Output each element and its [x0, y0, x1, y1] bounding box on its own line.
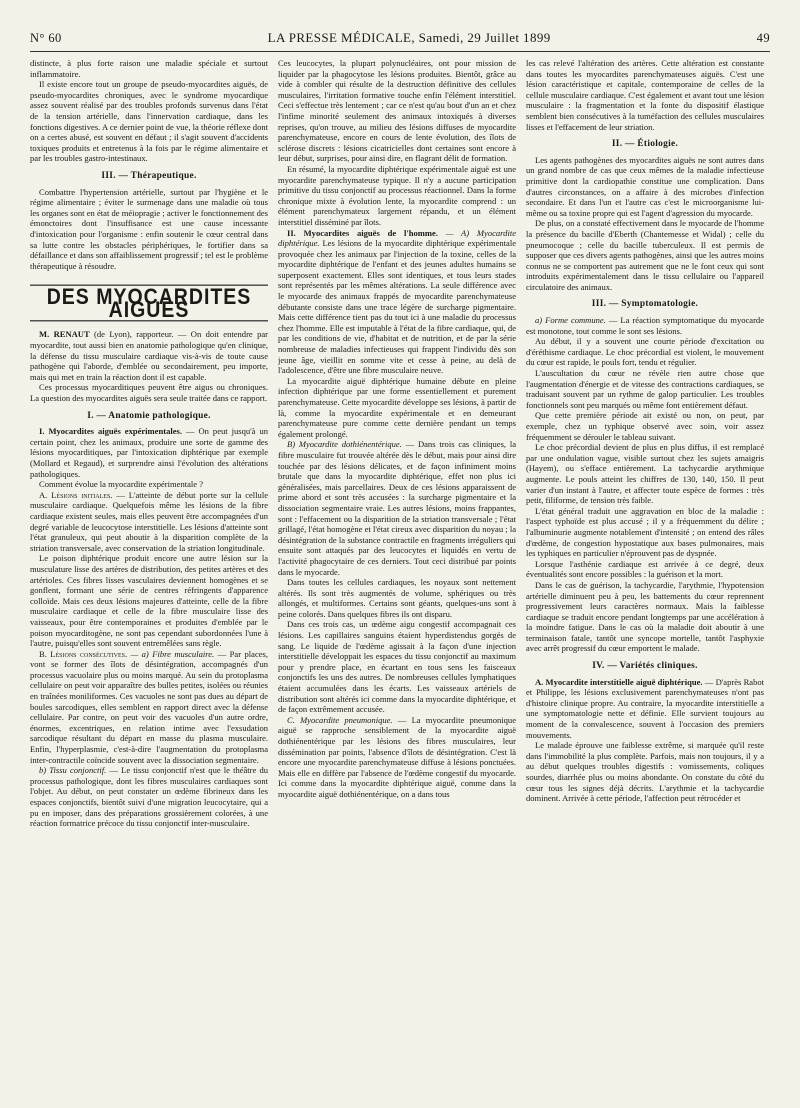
- paragraph-text: — L'atteinte de début porte sur la cellule musculaire cardiaque. Quelquefois même les lésions de la fibre cardiaque existent seules, mais elles peuvent être accompagnées d'un degré variable de leucocytose interstitielle. Les lésions d'atteinte sont l'état granuleux, qui peut aboutir à la disparition complète de la striation transversale, avec conservation de la striation longitudinale.: [30, 489, 268, 553]
- paragraph-text: (de Lyon), rapporteur. — On doit entendre par myocardite, tout aussi bien en anatomie pathologique qu'en clinique, la défense du tissu musculaire cardiaque vis-à-vis de toute cause pathogène qui l'aborde, d'emblée ou secondairement, peu importe, mais qui met en train la réaction dont il est capable.: [30, 329, 268, 382]
- subsection-lead: B. Lésions consécutives.: [39, 648, 128, 659]
- article-title: DES MYOCARDITES AIGUES: [30, 285, 268, 322]
- text-columns: [30, 58, 770, 1100]
- subsection-lead: a) Forme commune.: [535, 315, 606, 326]
- paragraph: [30, 329, 268, 382]
- paragraph-text: — La myocardite pneumonique aiguë se rapproche sensiblement de la myocardite aiguë dothiénentérique par les lésions des fibres musculaires, leur dissémination par points, l'absence d'îlots de désintégration. C'est là encore une myocardite parenchymateuse diffuse à lésions ponctuées. Mais elle en diffère par l'absence de l'œdème congestif du myocarde. Ici comme dans la myocardite diphtérique aiguë, comme dans la myocardite aiguë dothiénentérique, on a dans tous: [278, 714, 516, 799]
- paragraph: Les agents pathogènes des myocardites aiguës ne sont autres dans un grand nombre de cas que ceux mêmes de la maladie infectieuse primitive dont la cardiopathie constitue une complication. Dans d'autres circonstances, on a affaire à des microbes d'infection secondaire. Et dans l'un et l'autre cas c'est le microorganisme lui-même ou sa toxine propre qui est l'agent d'agression du myocarde.: [526, 154, 764, 218]
- subsection-lead: A. Myocardite interstitielle aiguë diphtérique.: [535, 676, 703, 687]
- subsection-lead: I. Myocardites aiguës expérimentales.: [39, 426, 182, 437]
- paragraph-text: — D'après Rabot et Philippe, les lésions exclusivement parenchymateuses n'ont pas d'histoire clinique propre. Au contraire, la myocardite interstitielle a une symptomatologie nette et définie. Elle survient toujours au moment de la convalescence, souvent à l'occasion des premiers mouvements.: [526, 676, 764, 740]
- paragraph: Dans toutes les cellules cardiaques, les noyaux sont nettement altérés. Ils sont très augmentés de volume, sphériques ou très allongés, et multiformes. Certains sont géants, quelques-uns sont à peine colorés. Dans quelques fibres ils ont disparu.: [278, 577, 516, 619]
- paragraph-text: — La réaction symptomatique du myocarde est monotone, tout comme le sont ses lésions.: [526, 315, 764, 336]
- paragraph: De plus, on a constaté effectivement dans le myocarde de l'homme la présence du bacille d'Eberth (Chantemesse et Widal) ; celle du pneumocoque ; celle du bacille tuberculeux. Il est permis de supposer que ces divers agents pathogènes, ainsi que les autres moins connus ne se comportent pas autrement que ne le font ceux qui sont introduits expérimentalement dans le tissu cellulaire ou l'appareil circulatoire des animaux.: [526, 218, 764, 292]
- author-name: M. RENAUT: [39, 329, 90, 340]
- paragraph: [278, 715, 516, 800]
- section-heading: III. — Thérapeutique.: [101, 170, 197, 181]
- paragraph: Il existe encore tout un groupe de pseudo-myocardites aiguës, de pseudo-myocardites chroniques, avec le syndrome myocardique assez souvent réalisé par des troubles profonds survenus dans l'état de la tension artérielle, dans l'innervation cardiaque, dans les fonctions digestives. A ce dernier point de vue, la théorie réflexe dont on a certes abusé, est souvent en défaut ; il s'agit souvent d'accidents toxiques produits et entretenus à la fois par le régime alimentaire et par les troubles gastro-intestinaux.: [30, 79, 268, 164]
- subsection-lead: b) Tissu conjonctif.: [39, 765, 107, 776]
- paragraph-text: — Dans trois cas cliniques, la fibre musculaire fut trouvée altérée dès le début, mais pour ainsi dire touchée par des lésions délicates, et de façon infiniment moins brutale que dans la myocardite diphtérique, effet non plus ici généralisées, mais parcellaires. Deux de ces lésions apparaissent de prime abord et sont très accusées : la surcharge pigmentaire et la dissociation segmentaire vraie. Les autres lésions, moins frappantes, sont : l'effacement ou la disparition de la striation transversale ; l'état grillagé, l'état homogène et l'état cireux avec disparition du noyau ; la désintégration de la substance contractile en fragments irréguliers qui ensuite sont attaqués par des leucocytes et liquidés en vertu de l'activité phagocytaire de ces derniers. Tout ceci distribué par points dans le myocarde.: [278, 439, 516, 577]
- paragraph: Dans le cas de guérison, la tachycardie, l'arythmie, l'hypotension artérielle diminuent peu à peu, les battements du cœur reprennent progressivement leurs caractères normaux. Mais la faiblesse cardiaque se traduit encore pendant longtemps par une accélération à la moindre fatigue. Dans le cas où la maladie doit aboutir à une terminaison fatale, tantôt une syncope mortelle, tantôt l'asphyxie avec arrêt progressif du cœur emportent le malade.: [526, 579, 764, 654]
- paragraph: [278, 228, 516, 376]
- paragraph-text: — Le tissu conjonctif n'est que le théâtre du processus pathologique, dont les fibres musculaires cardiaques sont l'objet. Au début, on peut constater un œdème fibrineux dans les espaces conjonctifs, bientôt suivi d'une migration leucocytaire, qui a pu en imposer, dans des préparations grossièrement colorées, à une réaction formatrice précoce du tissu conjonctif inter-musculaire.: [30, 765, 268, 829]
- paragraph: [526, 315, 764, 336]
- section-heading: III. — Symptomatologie.: [591, 299, 699, 310]
- header-rule: [30, 51, 770, 52]
- column-1: [30, 58, 268, 1100]
- paragraph: Comment évolue la myocardite expérimentale ?: [39, 479, 203, 490]
- paragraph-text: Les lésions de la myocardite diphtérique expérimentale provoquée chez les animaux par l'injection de la toxine, celles de la myocardite diphtérique de l'enfant et des jeunes adultes humains se superposent exactement. Elles sont identiques, et tous leurs stades sont représentés par les mêmes altérations. La seule différence avec le myocarde des animaux frappés de myocardite parenchymateuse débutante consiste dans une trace légère de surcharge pigmentaire. Mais cette différence tient pas du tout ici à une maladie du processus chez l'homme. Elle est imputable à l'état de la fibre cardiaque, qui, de par les conditions de vie, d'habitat et de nutrition, et de par la série nombreuse de maladies infectieuses qui frappent l'individu dès son jeune âge, vieillit en somme vite et cesse à peine, au delà de l'adolescence, d'être une fibre musculaire neuve.: [278, 238, 516, 376]
- paragraph: Le poison diphtérique produit encore une autre lésion sur la musculature lisse des artères de distribution, des petites artères et des artérioles. Ces fibres lisses vasculaires deviennent homogènes et se gonflent, formant une série de centres réfringents d'apparence colloïde. Mais ces deux lésions majeures d'atteinte, celle de la fibre musculaire cardiaque et celle de la fibre musculaire lisse des vaisseaux, pour être contemporaines et produites d'emblée par le poison myocarditogène, ne sont pas cependant subordonnées l'une à l'autre, puisqu'elles sont souvent entremêlées sans règle.: [30, 553, 268, 649]
- issue-number: N° 60: [30, 31, 62, 45]
- paragraph: Ces leucocytes, la plupart polynucléaires, ont pour mission de liquider par la phagocytose les lésions produites. Bientôt, grâce au vide à combler qui résulte de la destruction définitive des cellules musculaires, l'irritation formative touche enfin l'élément interstitiel. Ceci s'effectue très lentement ; car ce n'est qu'au bout d'un an et chez l'infime minorité seulement des animaux intoxiqués à diverses reprises, qu'on trouve, au milieu des lésions diffuses de myocardite parenchymateuse, encore en cours de lente évolution, des îlots de sclérose discrets : lésions cicatricielles dont certaines sont encore à leur début, surprises, pour ainsi dire, en flagrant délit de formation.: [278, 58, 516, 164]
- section-heading: I. — Anatomie pathologique.: [87, 410, 211, 421]
- subsection-lead: — a) Fibre musculaire.: [127, 648, 215, 659]
- subsection-lead: C. Myocardite pneumonique.: [287, 714, 393, 725]
- subsection-lead: A. Lésions initiales.: [39, 489, 113, 500]
- paragraph-text: — On peut jusqu'à un certain point, chez les animaux, produire une sorte de gamme des lésions myocarditiques, par l'intoxication diphtérique par exemple (Mollard et Regaud), et surprendre ainsi l'évolution des altérations pathologiques.: [30, 426, 268, 479]
- paragraph: L'état général traduit une aggravation en bloc de la maladie : l'aspect typhoïde est plus accusé ; il y a fréquemment du délire ; l'albuminurie augmente notablement d'intensité ; on entend des râles d'œdème, de congestion hypostatique aux bases pulmonaires, mais les typhiques en particulier n'éprouvent pas de dyspnée.: [526, 505, 764, 559]
- paragraph: distincte, à plus forte raison une maladie spéciale et surtout inflammatoire.: [30, 58, 268, 79]
- running-title: LA PRESSE MÉDICALE, Samedi, 29 Juillet 1899: [267, 30, 551, 45]
- paragraph: [30, 765, 268, 829]
- page-number: 49: [756, 31, 770, 45]
- paragraph: Le malade éprouve une faiblesse extrême, si marquée qu'il reste dans l'immobilité la plus complète. Parfois, mais non toujours, il y a au début quelques troubles digestifs : vomissements, coliques sourdes, diarrhée plus ou moins abondante. On constate du côté du cœur tous les signes déjà décrits. L'arythmie et la tachycardie dominent. Arrivée à cette période, l'affection peut rétrocéder et: [526, 740, 764, 804]
- paragraph: [30, 490, 268, 554]
- paragraph: Lorsque l'asthénie cardiaque est arrivée à ce degré, deux éventualités sont encore possibles : la guérison et la mort.: [526, 558, 764, 580]
- paragraph: Que cette première période ait existé ou non, on peut, par exemple, chez un typhique observé avec soin, voir assez fréquemment se dérouler le tableau suivant.: [526, 410, 764, 442]
- paragraph: L'auscultation du cœur ne révèle rien autre chose que l'augmentation d'énergie et de vitesse des contractions cardiaques, se traduisant souvent par un rythme de galop particulier. Les troubles fonctionnels sont peu marqués ou même font entièrement défaut.: [526, 368, 764, 410]
- paragraph: Combattre l'hypertension artérielle, surtout par l'hygiène et le régime alimentaire ; éviter le surmenage dans une maladie où tous les organes sont en état de méiopragie ; activer le fonctionnement des émonctoires dont l'insuffisance est une cause incessante d'intoxication pour l'organisme : enfin soutenir le cœur central dans sa lutte contre les obstacles périphériques, le fortifier dans sa défaillance et dans son affaiblissement progressif ; tel est le problème thérapeutique à résoudre.: [30, 186, 268, 271]
- paragraph: En résumé, la myocardite diphtérique expérimentale aiguë est une myocardite parenchymateuse typique. Il n'y a aucune participation primitive du tissu conjonctif au processus réactionnel. Dans la forme chronique mixte à évolution lente, la myocardite comprend : un élément parenchymateux largement répandu, et un élément interstitiel disséminé par îlots.: [278, 163, 516, 227]
- paragraph: Dans ces trois cas, un œdème aigu congestif accompagnait ces lésions. Les capillaires sanguins étaient hyperdistendus gorgés de sang. Le liquide de l'œdème agissait à la façon d'une injection interstitielle développait les espaces du tissu conjonctif au maximum pour y prendre place, en écartant en tous sens les faisceaux conjonctifs les uns des autres. De nombreuses cellules lymphatiques étaient accumulées dans les écarts. Les vaisseaux artériels de distribution sont altérés ici comme dans la myocardite diphtérique, et de façon extrêmement accusée.: [278, 619, 516, 715]
- paragraph: les cas relevé l'altération des artères. Cette altération est constante dans toutes les myocardites parenchymateuses aiguës. C'est une lésion caractéristique et capitale, contemporaine de celles de la cellule musculaire cardiaque. C'est également et avant tout une lésion musculaire : la fragmentation et la fonte du dispositif élastique semblent bien consécutives à la tuméfaction des cellules musculaires lisses et l'effacement de leur striation.: [526, 58, 764, 132]
- section-heading: IV. — Variétés cliniques.: [592, 661, 698, 672]
- subsection-lead: II. Myocardites aiguës de l'homme.: [287, 227, 438, 238]
- paragraph: [30, 426, 268, 479]
- paragraph: [526, 677, 764, 741]
- paragraph: Ces processus myocarditiques peuvent être aigus ou chroniques. La question des myocardites aiguës sera seule traitée dans ce rapport.: [30, 382, 268, 404]
- running-header: [30, 30, 770, 50]
- subsection-lead: B) Myocardite dothiénentérique.: [287, 439, 402, 450]
- column-3: [526, 58, 764, 1100]
- paragraph: La myocardite aiguë diphtérique humaine débute en pleine infection diphtérique par une forme essentiellement et purement parenchymateuse. Cette myocardite développe ses lésions, à partir de là, comme la myocardite expérimentale et en demeurant parenchymateuse pure comme cette dernière pendant un temps également prolongé.: [278, 375, 516, 439]
- subsection-lead: — A) Myocardite diphtérique.: [278, 227, 516, 249]
- paragraph: [278, 439, 516, 577]
- column-2: [278, 58, 516, 1100]
- paragraph: Le choc précordial devient de plus en plus diffus, il est remplacé par une ondulation vague, visible surtout chez les sujets amaigris (Hayem), ou s'efface entièrement. La tachycardie arythmique augmente. Le pouls atteint les chiffres de 130, 140, 150. Il peut varier d'un instant à l'autre, et affecter toute espèce de formes : très petit, filiforme, de tension très faible.: [526, 442, 764, 506]
- paragraph: [30, 649, 268, 766]
- section-heading: II. — Étiologie.: [611, 139, 679, 150]
- paragraph: Au début, il y a souvent une courte période d'excitation ou d'éréthisme cardiaque. Le choc précordial est violent, le mouvement du cœur est rapide, le pouls fort, tendu et régulier.: [526, 336, 764, 368]
- paragraph-text: — Par places, vont se former des îlots de désintégration, accompagnés d'un processus vacuolaire plus ou moins marqué. Au sein du protoplasma cellulaire on peut voir apparaître des bulles petites, isolées ou réunies en traînées moniliformes. Ces vacuoles ne sont pas dues au départ de boules sarcodiques, elles semblent en rapport direct avec la défense cellulaire. Par contre, on peut voir des vacuoles d'un autre ordre, énormes, excentriques, en relation intime avec l'exsudation sarcodique résultant du départ en masse du plasma musculaire. Enfin, l'hyperplasmie, c'est-à-dire l'augmentation du protoplasma inter-contractile coïncide souvent avec la dissociation segmentaire.: [30, 648, 268, 765]
